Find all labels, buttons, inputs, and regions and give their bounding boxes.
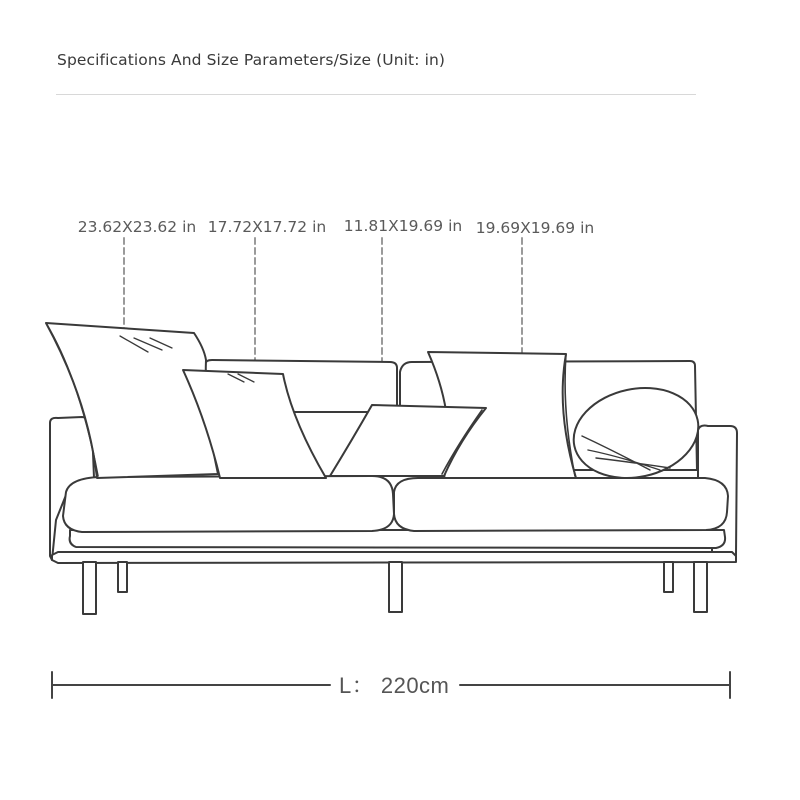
page-title: Specifications And Size Parameters/Size (Unit: in) — [57, 51, 446, 69]
leg-back-left — [118, 562, 127, 592]
leg-front-left — [83, 562, 96, 614]
length-label: L： 220cm — [337, 669, 451, 700]
pillow-label-lumbar: 11.81X19.69 in — [343, 217, 463, 235]
leg-front-center — [389, 562, 402, 612]
pillow-label-back: 19.69X19.69 in — [475, 219, 595, 237]
pillow-label-large: 23.62X23.62 in — [77, 218, 197, 236]
seat-cushion-left — [63, 476, 394, 532]
leg-front-right — [694, 562, 707, 612]
pillow-label-medium: 17.72X17.72 in — [207, 218, 327, 236]
seat-cushion-right — [394, 478, 728, 531]
leg-back-right — [664, 562, 673, 592]
sofa-legs — [83, 562, 707, 614]
